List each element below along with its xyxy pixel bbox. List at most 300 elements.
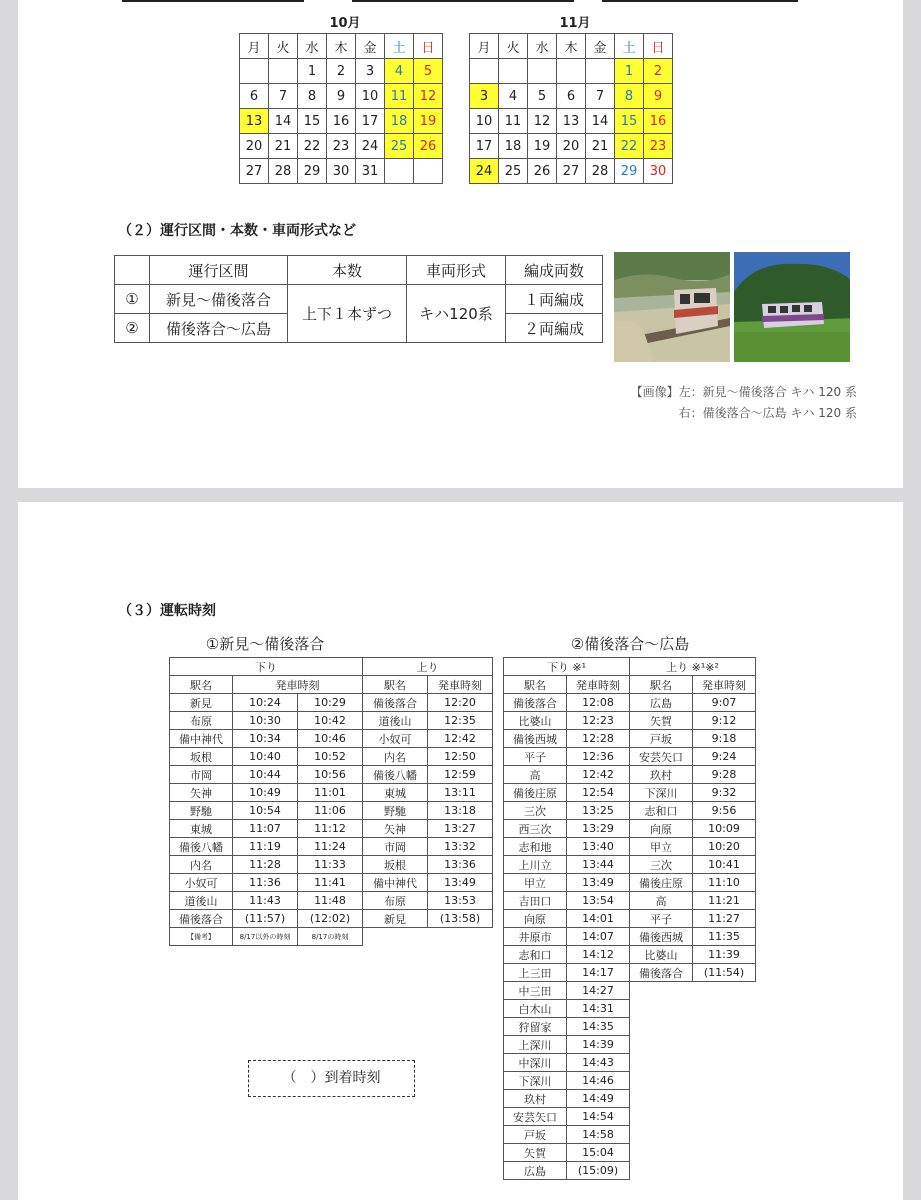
station-cell: 市岡 xyxy=(170,766,233,784)
empty-date-cell xyxy=(470,59,499,84)
october-title: 10月 xyxy=(329,16,361,31)
date-cell: 7 xyxy=(586,84,615,109)
note-cell: 8/17以外の時刻 xyxy=(233,928,298,946)
time-cell: 12:59 xyxy=(428,766,493,784)
date-cell: 6 xyxy=(557,84,586,109)
time-cell: 14:35 xyxy=(567,1018,630,1036)
station-cell: 西三次 xyxy=(504,820,567,838)
time-cell: 14:58 xyxy=(567,1126,630,1144)
station-header: 駅名 xyxy=(630,676,693,694)
train-photo-left xyxy=(614,252,730,362)
info-frequency: 上下１本ずつ xyxy=(288,285,407,343)
info-header-frequency: 本数 xyxy=(288,256,407,285)
station-cell: 道後山 xyxy=(170,892,233,910)
time-cell: 13:54 xyxy=(567,892,630,910)
date-cell: 14 xyxy=(269,109,298,134)
timetable-header-row xyxy=(504,658,756,676)
date-cell: 10 xyxy=(470,109,499,134)
station-cell: 市岡 xyxy=(363,838,428,856)
up-label: 上り xyxy=(363,658,493,676)
timetable-row xyxy=(504,874,756,892)
weekday-row xyxy=(240,34,443,59)
time-cell: 9:12 xyxy=(693,712,756,730)
weekday-cell: 水 xyxy=(528,34,557,59)
station-cell: 甲立 xyxy=(630,838,693,856)
date-cell: 1 xyxy=(298,59,327,84)
station-cell: 中深川 xyxy=(504,1054,567,1072)
timetable-row xyxy=(504,982,756,1000)
date-cell: 11 xyxy=(499,109,528,134)
date-cell: 11 xyxy=(385,84,414,109)
time-cell: 11:36 xyxy=(233,874,298,892)
station-cell: 安芸矢口 xyxy=(630,748,693,766)
route-info-table xyxy=(114,255,603,343)
page-1 xyxy=(18,0,903,488)
station-cell: 井原市 xyxy=(504,928,567,946)
station-header: 駅名 xyxy=(170,676,233,694)
station-cell: 上三田 xyxy=(504,964,567,982)
station-cell: 白木山 xyxy=(504,1000,567,1018)
time-cell: 13:40 xyxy=(567,838,630,856)
station-cell: 備中神代 xyxy=(363,874,428,892)
station-cell: 備後落合 xyxy=(170,910,233,928)
date-cell: 22 xyxy=(615,134,644,159)
photo-caption-right: 右：備後落合〜広島 キハ 120 系 xyxy=(678,406,857,420)
time-cell: 12:42 xyxy=(567,766,630,784)
station-cell: 向原 xyxy=(504,910,567,928)
date-cell: 24 xyxy=(356,134,385,159)
info-header-vehicle: 車両形式 xyxy=(407,256,506,285)
date-cell: 15 xyxy=(298,109,327,134)
down-label: 下り ※¹ xyxy=(504,658,630,676)
week-row xyxy=(240,159,443,184)
time-cell: 13:36 xyxy=(428,856,493,874)
station-cell: 比婆山 xyxy=(504,712,567,730)
time-cell: 11:07 xyxy=(233,820,298,838)
date-cell: 12 xyxy=(528,109,557,134)
week-row xyxy=(240,59,443,84)
header-rule xyxy=(122,0,304,2)
timetable-row xyxy=(170,730,493,748)
section-2-title: （２）運行区間・本数・車両形式など xyxy=(118,223,356,239)
date-cell: 9 xyxy=(644,84,673,109)
time-cell: 9:18 xyxy=(693,730,756,748)
date-cell: 3 xyxy=(356,59,385,84)
date-cell: 2 xyxy=(644,59,673,84)
info-row-section: 備後落合〜広島 xyxy=(150,314,288,343)
timetable-2-title: ②備後落合〜広島 xyxy=(570,635,690,653)
station-cell: 甲立 xyxy=(504,874,567,892)
time-cell: (13:58) xyxy=(428,910,493,928)
weekday-cell: 日 xyxy=(644,34,673,59)
station-cell: 矢賀 xyxy=(504,1144,567,1162)
weekday-cell: 木 xyxy=(557,34,586,59)
time-cell: 11:28 xyxy=(233,856,298,874)
station-header: 駅名 xyxy=(504,676,567,694)
date-cell: 6 xyxy=(240,84,269,109)
date-cell: 19 xyxy=(414,109,443,134)
note-cell: 【備考】 xyxy=(170,928,233,946)
station-cell: 坂根 xyxy=(170,748,233,766)
station-cell: 坂根 xyxy=(363,856,428,874)
header-rule xyxy=(352,0,574,2)
arrival-time-legend: （ ）到着時刻 xyxy=(248,1060,415,1097)
time-cell: 11:21 xyxy=(693,892,756,910)
station-cell: 備中神代 xyxy=(170,730,233,748)
time-cell: 10:56 xyxy=(298,766,363,784)
time-cell: 12:08 xyxy=(567,694,630,712)
section-3-title: （３）運転時刻 xyxy=(118,603,216,619)
station-cell: 矢神 xyxy=(170,784,233,802)
date-cell: 17 xyxy=(470,134,499,159)
station-cell: 戸坂 xyxy=(630,730,693,748)
station-cell: 志和地 xyxy=(504,838,567,856)
time-cell: 10:44 xyxy=(233,766,298,784)
date-cell: 1 xyxy=(615,59,644,84)
date-cell: 13 xyxy=(557,109,586,134)
date-cell: 24 xyxy=(470,159,499,184)
station-cell: 東城 xyxy=(170,820,233,838)
station-cell: 布原 xyxy=(170,712,233,730)
time-cell: 9:07 xyxy=(693,694,756,712)
weekday-cell: 木 xyxy=(327,34,356,59)
time-cell: 12:28 xyxy=(567,730,630,748)
time-cell: 11:43 xyxy=(233,892,298,910)
time-cell: 10:40 xyxy=(233,748,298,766)
station-cell: 備後八幡 xyxy=(363,766,428,784)
date-cell: 18 xyxy=(385,109,414,134)
empty-date-cell xyxy=(269,59,298,84)
station-cell: 三次 xyxy=(630,856,693,874)
week-row xyxy=(470,59,673,84)
time-cell: 14:54 xyxy=(567,1108,630,1126)
date-cell: 27 xyxy=(557,159,586,184)
timetable-row xyxy=(170,856,493,874)
weekday-row xyxy=(470,34,673,59)
timetable-note-row xyxy=(170,928,493,946)
time-cell: 12:50 xyxy=(428,748,493,766)
timetable-row xyxy=(504,856,756,874)
time-cell: 10:34 xyxy=(233,730,298,748)
time-cell: 11:41 xyxy=(298,874,363,892)
station-cell: 安芸矢口 xyxy=(504,1108,567,1126)
time-cell: 11:39 xyxy=(693,946,756,964)
station-cell: 野馳 xyxy=(363,802,428,820)
time-cell: 11:33 xyxy=(298,856,363,874)
timetable-row xyxy=(504,964,756,982)
time-cell: 15:04 xyxy=(567,1144,630,1162)
date-cell: 2 xyxy=(327,59,356,84)
timetable-row xyxy=(504,928,756,946)
station-cell: 平子 xyxy=(504,748,567,766)
timetable-row xyxy=(170,892,493,910)
timetable-row xyxy=(504,712,756,730)
timetable-1-title: ①新見〜備後落合 xyxy=(205,635,325,653)
timetable-row xyxy=(170,748,493,766)
date-cell: 16 xyxy=(644,109,673,134)
time-cell: 13:11 xyxy=(428,784,493,802)
station-cell: 狩留家 xyxy=(504,1018,567,1036)
time-cell: 11:24 xyxy=(298,838,363,856)
time-cell: 9:56 xyxy=(693,802,756,820)
weekday-cell: 水 xyxy=(298,34,327,59)
info-header-cars: 編成両数 xyxy=(506,256,603,285)
date-cell: 23 xyxy=(644,134,673,159)
date-cell: 27 xyxy=(240,159,269,184)
timetable-row xyxy=(170,838,493,856)
station-header: 駅名 xyxy=(363,676,428,694)
time-cell: 10:46 xyxy=(298,730,363,748)
time-header: 発車時刻 xyxy=(567,676,630,694)
time-cell: (12:02) xyxy=(298,910,363,928)
time-cell: 14:43 xyxy=(567,1054,630,1072)
time-cell: 13:44 xyxy=(567,856,630,874)
date-cell: 9 xyxy=(327,84,356,109)
time-cell: 11:48 xyxy=(298,892,363,910)
weekday-cell: 月 xyxy=(470,34,499,59)
time-cell: 10:24 xyxy=(233,694,298,712)
time-cell: 11:12 xyxy=(298,820,363,838)
timetable-row xyxy=(170,820,493,838)
station-cell: 玖村 xyxy=(630,766,693,784)
week-row xyxy=(240,109,443,134)
time-cell: 11:19 xyxy=(233,838,298,856)
timetable-column-row xyxy=(504,676,756,694)
station-cell: 矢賀 xyxy=(630,712,693,730)
time-cell: 12:20 xyxy=(428,694,493,712)
date-cell: 5 xyxy=(414,59,443,84)
time-cell: 14:01 xyxy=(567,910,630,928)
timetable-row xyxy=(170,694,493,712)
station-cell: 備後庄原 xyxy=(630,874,693,892)
station-cell: 平子 xyxy=(630,910,693,928)
empty-date-cell xyxy=(499,59,528,84)
time-cell: 12:54 xyxy=(567,784,630,802)
time-cell: 13:29 xyxy=(567,820,630,838)
date-cell: 8 xyxy=(615,84,644,109)
station-cell: 矢神 xyxy=(363,820,428,838)
time-cell: 10:52 xyxy=(298,748,363,766)
date-cell: 21 xyxy=(269,134,298,159)
station-cell: 備後西城 xyxy=(630,928,693,946)
station-cell: 備後落合 xyxy=(630,964,693,982)
weekday-cell: 土 xyxy=(385,34,414,59)
station-cell: 道後山 xyxy=(363,712,428,730)
date-cell: 4 xyxy=(499,84,528,109)
station-cell: 備後落合 xyxy=(504,694,567,712)
date-cell: 8 xyxy=(298,84,327,109)
week-row xyxy=(470,109,673,134)
station-cell: 東城 xyxy=(363,784,428,802)
timetable-row xyxy=(504,784,756,802)
weekday-cell: 火 xyxy=(269,34,298,59)
station-cell: 内名 xyxy=(363,748,428,766)
station-cell: 布原 xyxy=(363,892,428,910)
time-cell: 12:36 xyxy=(567,748,630,766)
timetable-column-row xyxy=(170,676,493,694)
time-cell: 10:42 xyxy=(298,712,363,730)
station-cell: 小奴可 xyxy=(363,730,428,748)
time-cell: 11:35 xyxy=(693,928,756,946)
timetable-row xyxy=(170,784,493,802)
timetable-row xyxy=(504,892,756,910)
date-cell: 14 xyxy=(586,109,615,134)
date-cell: 22 xyxy=(298,134,327,159)
info-row-number: ② xyxy=(115,314,150,343)
time-cell: 13:53 xyxy=(428,892,493,910)
station-cell: 吉田口 xyxy=(504,892,567,910)
time-cell: 14:27 xyxy=(567,982,630,1000)
time-cell: 12:23 xyxy=(567,712,630,730)
november-title: 11月 xyxy=(559,16,591,31)
station-cell: 小奴可 xyxy=(170,874,233,892)
date-cell: 17 xyxy=(356,109,385,134)
timetable-row xyxy=(504,838,756,856)
timetable-row xyxy=(504,694,756,712)
time-cell: 11:27 xyxy=(693,910,756,928)
time-cell: (11:57) xyxy=(233,910,298,928)
weekday-cell: 金 xyxy=(356,34,385,59)
station-cell: 高 xyxy=(504,766,567,784)
time-cell: 12:42 xyxy=(428,730,493,748)
time-cell: 13:18 xyxy=(428,802,493,820)
timetable-row xyxy=(504,766,756,784)
station-cell: 戸坂 xyxy=(504,1126,567,1144)
date-cell: 7 xyxy=(269,84,298,109)
time-cell: 14:17 xyxy=(567,964,630,982)
station-cell: 三次 xyxy=(504,802,567,820)
info-header-blank xyxy=(115,256,150,285)
time-cell: 13:27 xyxy=(428,820,493,838)
station-cell: 備後西城 xyxy=(504,730,567,748)
timetable-1 xyxy=(169,657,493,946)
date-cell: 20 xyxy=(557,134,586,159)
timetable-row xyxy=(504,946,756,964)
date-cell: 25 xyxy=(385,134,414,159)
timetable-row xyxy=(504,730,756,748)
time-cell: 14:46 xyxy=(567,1072,630,1090)
time-header: 発車時刻 xyxy=(693,676,756,694)
page-2 xyxy=(18,502,903,1200)
station-cell: 中三田 xyxy=(504,982,567,1000)
timetable-row xyxy=(170,874,493,892)
time-cell: 9:24 xyxy=(693,748,756,766)
station-cell: 新見 xyxy=(170,694,233,712)
time-cell: (11:54) xyxy=(693,964,756,982)
date-cell: 19 xyxy=(528,134,557,159)
date-cell: 13 xyxy=(240,109,269,134)
october-calendar xyxy=(239,33,443,184)
november-calendar xyxy=(469,33,673,184)
date-cell: 26 xyxy=(414,134,443,159)
info-vehicle: キハ120系 xyxy=(407,285,506,343)
up-label: 上り ※¹※² xyxy=(630,658,756,676)
timetable-header-row xyxy=(170,658,493,676)
timetable-row xyxy=(504,748,756,766)
date-cell: 4 xyxy=(385,59,414,84)
time-cell: 12:35 xyxy=(428,712,493,730)
date-cell: 25 xyxy=(499,159,528,184)
time-cell: 10:20 xyxy=(693,838,756,856)
station-cell: 内名 xyxy=(170,856,233,874)
timetable-row xyxy=(504,802,756,820)
week-row xyxy=(470,134,673,159)
station-cell: 志和口 xyxy=(630,802,693,820)
empty-area xyxy=(630,982,756,1180)
time-cell: 10:41 xyxy=(693,856,756,874)
date-cell: 20 xyxy=(240,134,269,159)
date-cell: 18 xyxy=(499,134,528,159)
time-cell: 10:30 xyxy=(233,712,298,730)
date-cell: 31 xyxy=(356,159,385,184)
date-cell: 16 xyxy=(327,109,356,134)
week-row xyxy=(470,84,673,109)
time-cell: 14:12 xyxy=(567,946,630,964)
train-photo-right xyxy=(734,252,850,362)
time-cell: 14:39 xyxy=(567,1036,630,1054)
station-cell: 上川立 xyxy=(504,856,567,874)
date-cell: 28 xyxy=(586,159,615,184)
date-cell: 12 xyxy=(414,84,443,109)
station-cell: 志和口 xyxy=(504,946,567,964)
station-cell: 広島 xyxy=(630,694,693,712)
station-cell: 新見 xyxy=(363,910,428,928)
weekday-cell: 日 xyxy=(414,34,443,59)
empty-date-cell xyxy=(414,159,443,184)
date-cell: 29 xyxy=(298,159,327,184)
empty-date-cell xyxy=(385,159,414,184)
weekday-cell: 土 xyxy=(615,34,644,59)
station-cell: 下深川 xyxy=(504,1072,567,1090)
empty-date-cell xyxy=(528,59,557,84)
time-cell: 10:54 xyxy=(233,802,298,820)
date-cell: 29 xyxy=(615,159,644,184)
timetable-row xyxy=(504,910,756,928)
time-cell: 13:25 xyxy=(567,802,630,820)
info-row-cars: ２両編成 xyxy=(506,314,603,343)
time-cell: 9:28 xyxy=(693,766,756,784)
time-cell: 14:07 xyxy=(567,928,630,946)
time-cell: 10:49 xyxy=(233,784,298,802)
empty-date-cell xyxy=(586,59,615,84)
station-cell: 下深川 xyxy=(630,784,693,802)
station-cell: 上深川 xyxy=(504,1036,567,1054)
date-cell: 21 xyxy=(586,134,615,159)
header-rule xyxy=(602,0,798,2)
time-cell: (15:09) xyxy=(567,1162,630,1180)
station-cell: 備後八幡 xyxy=(170,838,233,856)
info-header-row xyxy=(115,256,603,285)
timetable-2 xyxy=(503,657,756,1180)
date-cell: 30 xyxy=(644,159,673,184)
station-cell: 備後落合 xyxy=(363,694,428,712)
time-header: 発車時刻 xyxy=(233,676,363,694)
info-row-cars: １両編成 xyxy=(506,285,603,314)
time-cell: 10:29 xyxy=(298,694,363,712)
empty-date-cell xyxy=(240,59,269,84)
date-cell: 3 xyxy=(470,84,499,109)
date-cell: 10 xyxy=(356,84,385,109)
note-cell: 8/17の時刻 xyxy=(298,928,363,946)
week-row xyxy=(240,134,443,159)
station-cell: 比婆山 xyxy=(630,946,693,964)
week-row xyxy=(240,84,443,109)
date-cell: 26 xyxy=(528,159,557,184)
station-cell: 備後庄原 xyxy=(504,784,567,802)
time-cell: 13:49 xyxy=(567,874,630,892)
weekday-cell: 火 xyxy=(499,34,528,59)
station-cell: 玖村 xyxy=(504,1090,567,1108)
